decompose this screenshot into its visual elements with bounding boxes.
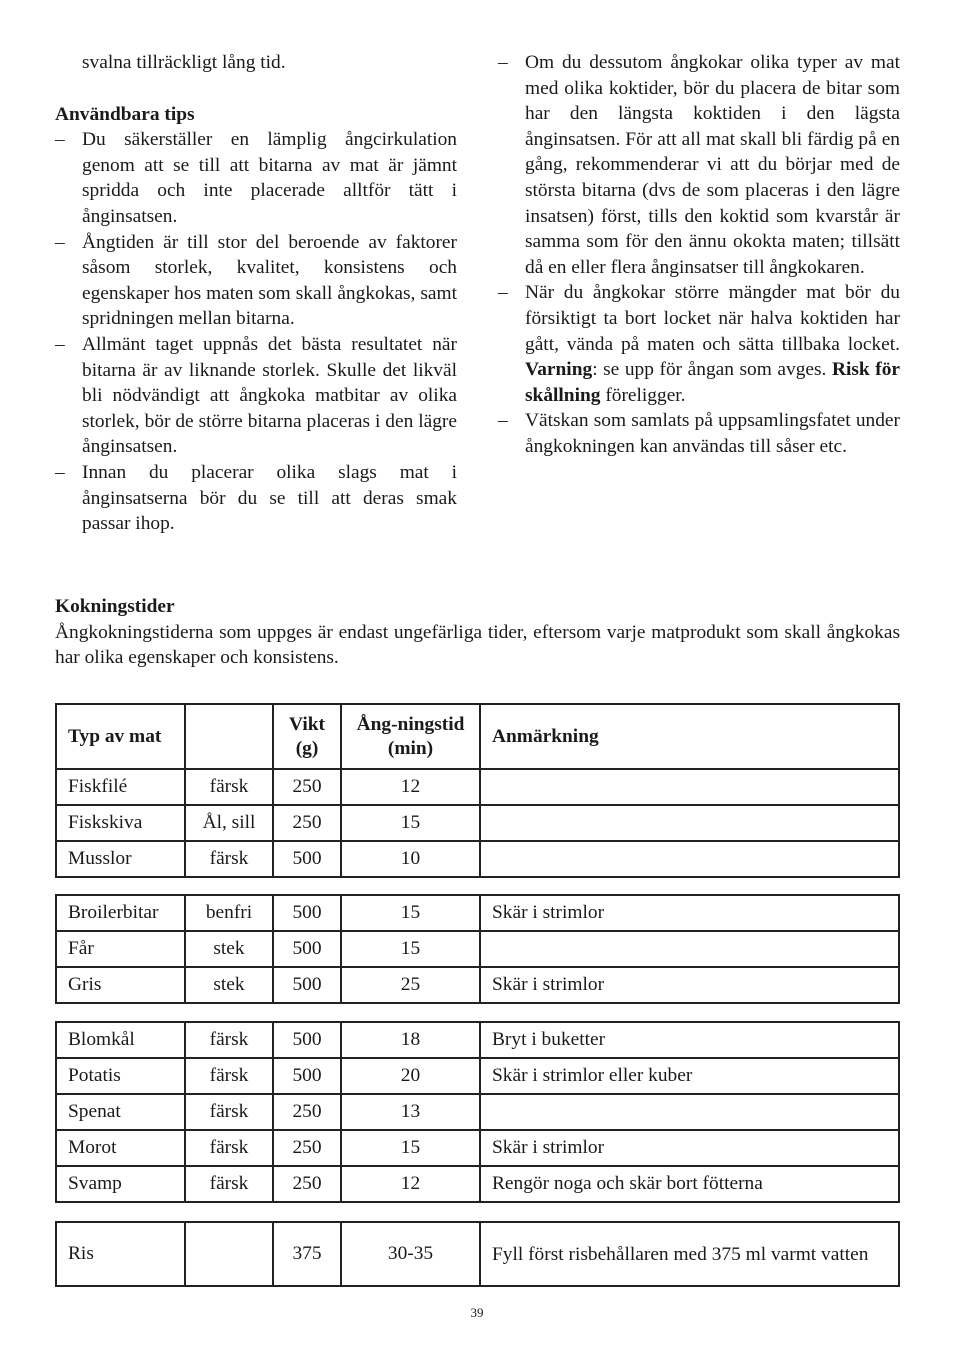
- table-row: [56, 769, 899, 805]
- cell-type: färsk: [185, 1130, 273, 1166]
- warning-label: Varning: [525, 359, 593, 381]
- tip-text: Innan du placerar olika slags mat i ånginsatserna bör du se till att deras smak passar ihop.: [82, 461, 457, 535]
- table-row: [56, 1094, 899, 1130]
- tip-text: : se upp för ångan som avges.: [592, 359, 827, 381]
- cooking-times-section: [55, 594, 900, 671]
- header-time-line1: Ång-ningstid: [356, 713, 465, 735]
- section-intro: Ångkokningstiderna som uppges är endast ungefärliga tider, eftersom varje matprodukt som skall ångkokas har olika egenskaper och konsistens.: [55, 621, 900, 669]
- cell-type: färsk: [185, 1094, 273, 1130]
- cell-type: stek: [185, 931, 273, 967]
- cell-weight: 250: [273, 1166, 341, 1202]
- cell-weight: 500: [273, 895, 341, 931]
- cell-time: 25: [341, 967, 480, 1003]
- tip-text: Allmänt taget uppnås det bästa resultatet när bitarna är av liknande storlek. Skulle det likväl bli nödvändigt att ångkoka matbitar av olika storlek, bör de större bitarna placeras i den lägre ånginsatsen.: [82, 333, 457, 458]
- tip-text: Om du dessutom ångkokar olika typer av mat med olika koktider, bör du placera de bitar som har den längsta koktiden i den lägsta ånginsatsen. För att all mat skall bli färdig på en gång, rekommenderar vi att du börjar med de största bitarna (dvs de som placeras i den lägre insatsen) först, tills den koktid som kvarstår är samma som för den ännu okokta maten; tillsätt då en eller flera ånginsatser till ångkokaren.: [525, 52, 900, 278]
- tips-list-continued: [498, 50, 900, 460]
- cell-weight: 500: [273, 1022, 341, 1058]
- cell-type: stek: [185, 967, 273, 1003]
- cell-note: Bryt i buketter: [480, 1022, 899, 1058]
- table-row: [56, 967, 899, 1003]
- cell-time: 15: [341, 805, 480, 841]
- cell-weight: 500: [273, 931, 341, 967]
- tip-text: Vätskan som samlats på uppsamlingsfatet under ångkokningen kan användas till såser etc.: [525, 410, 900, 457]
- cell-weight: 250: [273, 1130, 341, 1166]
- cell-note: Skär i strimlor eller kuber: [480, 1058, 899, 1094]
- cell-weight: 250: [273, 769, 341, 805]
- tip-item: [55, 127, 457, 229]
- tip-item-warning: [498, 280, 900, 408]
- cell-time: 10: [341, 841, 480, 877]
- cell-type: färsk: [185, 1022, 273, 1058]
- cell-time: 15: [341, 1130, 480, 1166]
- dash-marker: –: [55, 129, 65, 151]
- table-header-row: [56, 704, 899, 769]
- cell-food: Spenat: [56, 1094, 185, 1130]
- header-time: [341, 704, 480, 769]
- cell-weight: 500: [273, 1058, 341, 1094]
- tips-list: [55, 127, 457, 537]
- cell-note: Skär i strimlor: [480, 1130, 899, 1166]
- cell-time: 30-35: [341, 1222, 480, 1286]
- section-title: Kokningstider: [55, 596, 175, 617]
- table-row: [56, 805, 899, 841]
- page-number: 39: [470, 1305, 484, 1320]
- header-weight-line2: (g): [295, 737, 319, 759]
- table-row: [56, 1022, 899, 1058]
- risk-label: Risk för skållning: [525, 359, 900, 406]
- cell-type: Ål, sill: [185, 805, 273, 841]
- cell-food: Blomkål: [56, 1022, 185, 1058]
- table-row: [56, 1130, 899, 1166]
- cell-weight: 500: [273, 841, 341, 877]
- cell-food: Fiskfilé: [56, 769, 185, 805]
- cell-time: 13: [341, 1094, 480, 1130]
- table-row: [56, 841, 899, 877]
- tip-item: [55, 332, 457, 460]
- tip-item: [498, 408, 900, 459]
- right-column: [498, 50, 900, 460]
- tip-item: [55, 460, 457, 537]
- table-row: [56, 931, 899, 967]
- cell-food: Potatis: [56, 1058, 185, 1094]
- cooking-table-fish: [55, 703, 900, 878]
- tip-item: [55, 230, 457, 332]
- table-row: [56, 1166, 899, 1202]
- header-weight-line1: Vikt: [289, 713, 325, 735]
- dash-marker: –: [55, 333, 65, 355]
- cell-note: Skär i strimlor: [480, 895, 899, 931]
- tips-heading: Användbara tips: [55, 103, 195, 125]
- cell-note: [480, 841, 899, 877]
- cell-time: 15: [341, 931, 480, 967]
- cell-type: färsk: [185, 1058, 273, 1094]
- cell-type: benfri: [185, 895, 273, 931]
- dash-marker: –: [498, 282, 508, 304]
- cell-type: färsk: [185, 841, 273, 877]
- table-row: [56, 1058, 899, 1094]
- continuation-text: svalna tillräckligt lång tid.: [82, 52, 286, 73]
- cell-time: 20: [341, 1058, 480, 1094]
- tip-text: När du ångkokar större mängder mat bör du försiktigt ta bort locket när halva koktiden har gått, vända på maten och sätta tillbaka locket.: [525, 282, 900, 355]
- cell-weight: 500: [273, 967, 341, 1003]
- cell-note: Rengör noga och skär bort fötterna: [480, 1166, 899, 1202]
- cell-food: Broilerbitar: [56, 895, 185, 931]
- table-row: [56, 895, 899, 931]
- left-column: [55, 50, 457, 537]
- cell-weight: 250: [273, 1094, 341, 1130]
- cell-note: [480, 1094, 899, 1130]
- cell-food: Morot: [56, 1130, 185, 1166]
- cell-type: färsk: [185, 1166, 273, 1202]
- cell-type: färsk: [185, 769, 273, 805]
- cell-food: Ris: [56, 1222, 185, 1286]
- cell-type: [185, 1222, 273, 1286]
- cell-food: Fiskskiva: [56, 805, 185, 841]
- cell-time: 12: [341, 1166, 480, 1202]
- cooking-table-vegetables: [55, 1021, 900, 1203]
- cell-weight: 375: [273, 1222, 341, 1286]
- header-note: Anmärkning: [480, 704, 899, 769]
- cell-food: Svamp: [56, 1166, 185, 1202]
- cell-note: [480, 931, 899, 967]
- header-time-line2: (min): [387, 737, 434, 759]
- cooking-table-meat: [55, 894, 900, 1004]
- dash-marker: –: [498, 52, 508, 73]
- cell-note: Skär i strimlor: [480, 967, 899, 1003]
- header-weight: [273, 704, 341, 769]
- cell-food: Får: [56, 931, 185, 967]
- header-type: [185, 704, 273, 769]
- cell-food: Gris: [56, 967, 185, 1003]
- table-row: [56, 1222, 899, 1286]
- tip-text: föreligger.: [605, 384, 686, 406]
- tip-item: [498, 50, 900, 280]
- header-food: Typ av mat: [56, 704, 185, 769]
- cell-time: 12: [341, 769, 480, 805]
- cell-note: [480, 769, 899, 805]
- cell-time: 15: [341, 895, 480, 931]
- cell-note: [480, 805, 899, 841]
- cell-time: 18: [341, 1022, 480, 1058]
- tip-text: Ångtiden är till stor del beroende av faktorer såsom storlek, kvalitet, konsistens och egenskaper hos maten som skall ångkokas, samt spridningen mellan bitarna.: [82, 231, 457, 330]
- dash-marker: –: [55, 231, 65, 253]
- cooking-table-rice: [55, 1221, 900, 1287]
- dash-marker: –: [55, 461, 65, 483]
- cell-food: Musslor: [56, 841, 185, 877]
- dash-marker: –: [498, 410, 508, 432]
- cell-weight: 250: [273, 805, 341, 841]
- cell-note: Fyll först risbehållaren med 375 ml varmt vatten: [480, 1222, 899, 1286]
- tip-text: Du säkerställer en lämplig ångcirkulation genom att se till att bitarna av mat är jämnt spridda och inte placerade alltför tätt i ånginsatsen.: [82, 129, 457, 227]
